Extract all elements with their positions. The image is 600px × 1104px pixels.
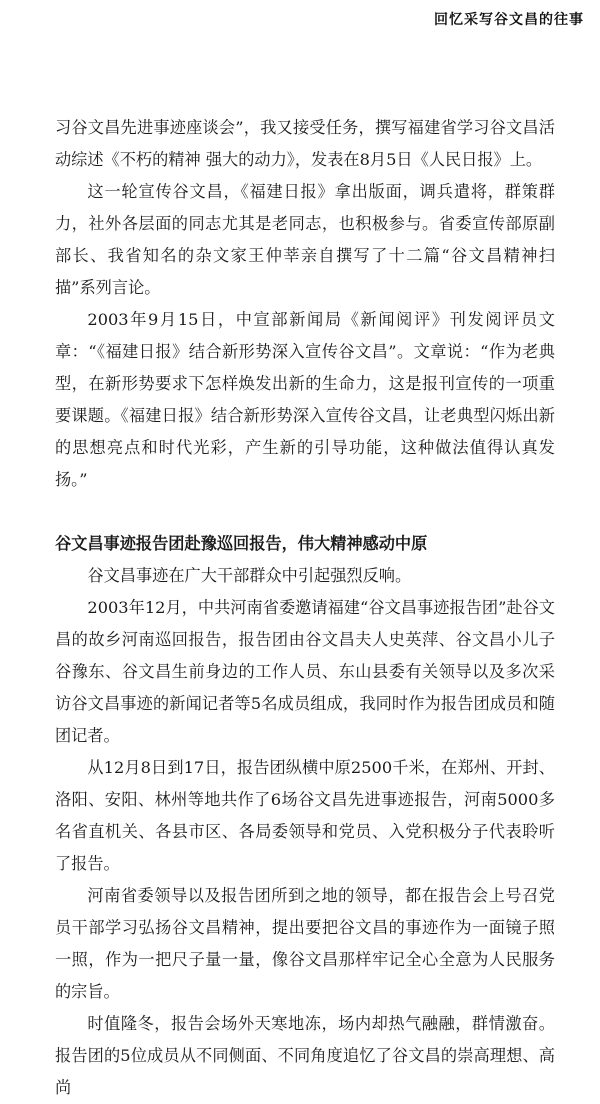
section-heading: 谷文昌事迹报告团赴豫巡回报告，伟大精神感动中原	[55, 534, 428, 553]
paragraph: 2003年9月15日，中宣部新闻局《新闻阅评》刊发阅评员文章：“《福建日报》结合新形势深入宣传谷文昌”。文章说：“作为老典型，在新形势要求下怎样焕发出新的生命力，这是报刊宣传的一项重要课题。《福建日报》结合新形势深入宣传谷文昌，让老典型闪烁出新的思想亮点和时代光彩，产生新的引导功能，这种做法值得认真发扬。”	[55, 310, 555, 489]
paragraph: 这一轮宣传谷文昌，《福建日报》拿出版面，调兵遣将，群策群力，社外各层面的同志尤其是老同志，也积极参与。省委宣传部原副部长、我省知名的杂文家王仲莘亲自撰写了十二篇“谷文昌精神扫描”系列言论。	[55, 182, 555, 297]
page-body	[55, 112, 555, 1104]
paragraph: 谷文昌事迹在广大干部群众中引起强烈反响。	[87, 566, 412, 585]
paragraph: 河南省委领导以及报告团所到之地的领导，都在报告会上号召党员干部学习弘扬谷文昌精神，提出要把谷文昌的事迹作为一面镜子照一照，作为一把尺子量一量，像谷文昌那样牢记全心全意为人民服务的宗旨。	[55, 886, 555, 1001]
paragraph: 从12月8日到17日，报告团纵横中原2500千米，在郑州、开封、洛阳、安阳、林州等地共作了6场谷文昌先进事迹报告，河南5000多名省直机关、各县市区、各局委领导和党员、入党积极分子代表聆听了报告。	[55, 758, 555, 873]
paragraph-continued: 习谷文昌先进事迹座谈会”，我又接受任务，撰写福建省学习谷文昌活动综述《不朽的精神 强大的动力》，发表在8月5日《人民日报》上。	[55, 118, 555, 169]
paragraph: 2003年12月，中共河南省委邀请福建“谷文昌事迹报告团”赴谷文昌的故乡河南巡回报告，报告团由谷文昌夫人史英萍、谷文昌小儿子谷豫东、谷文昌生前身边的工作人员、东山县委有关领导以及多次采访谷文昌事迹的新闻记者等5名成员组成，我同时作为报告团成员和随团记者。	[55, 598, 555, 745]
section-spacer	[55, 496, 555, 528]
paragraph: 时值隆冬，报告会场外天寒地冻，场内却热气融融，群情激奋。报告团的5位成员从不同侧面、不同角度追忆了谷文昌的崇高理想、高尚	[55, 1014, 555, 1097]
running-header: 回忆采写谷文昌的往事	[434, 12, 584, 28]
